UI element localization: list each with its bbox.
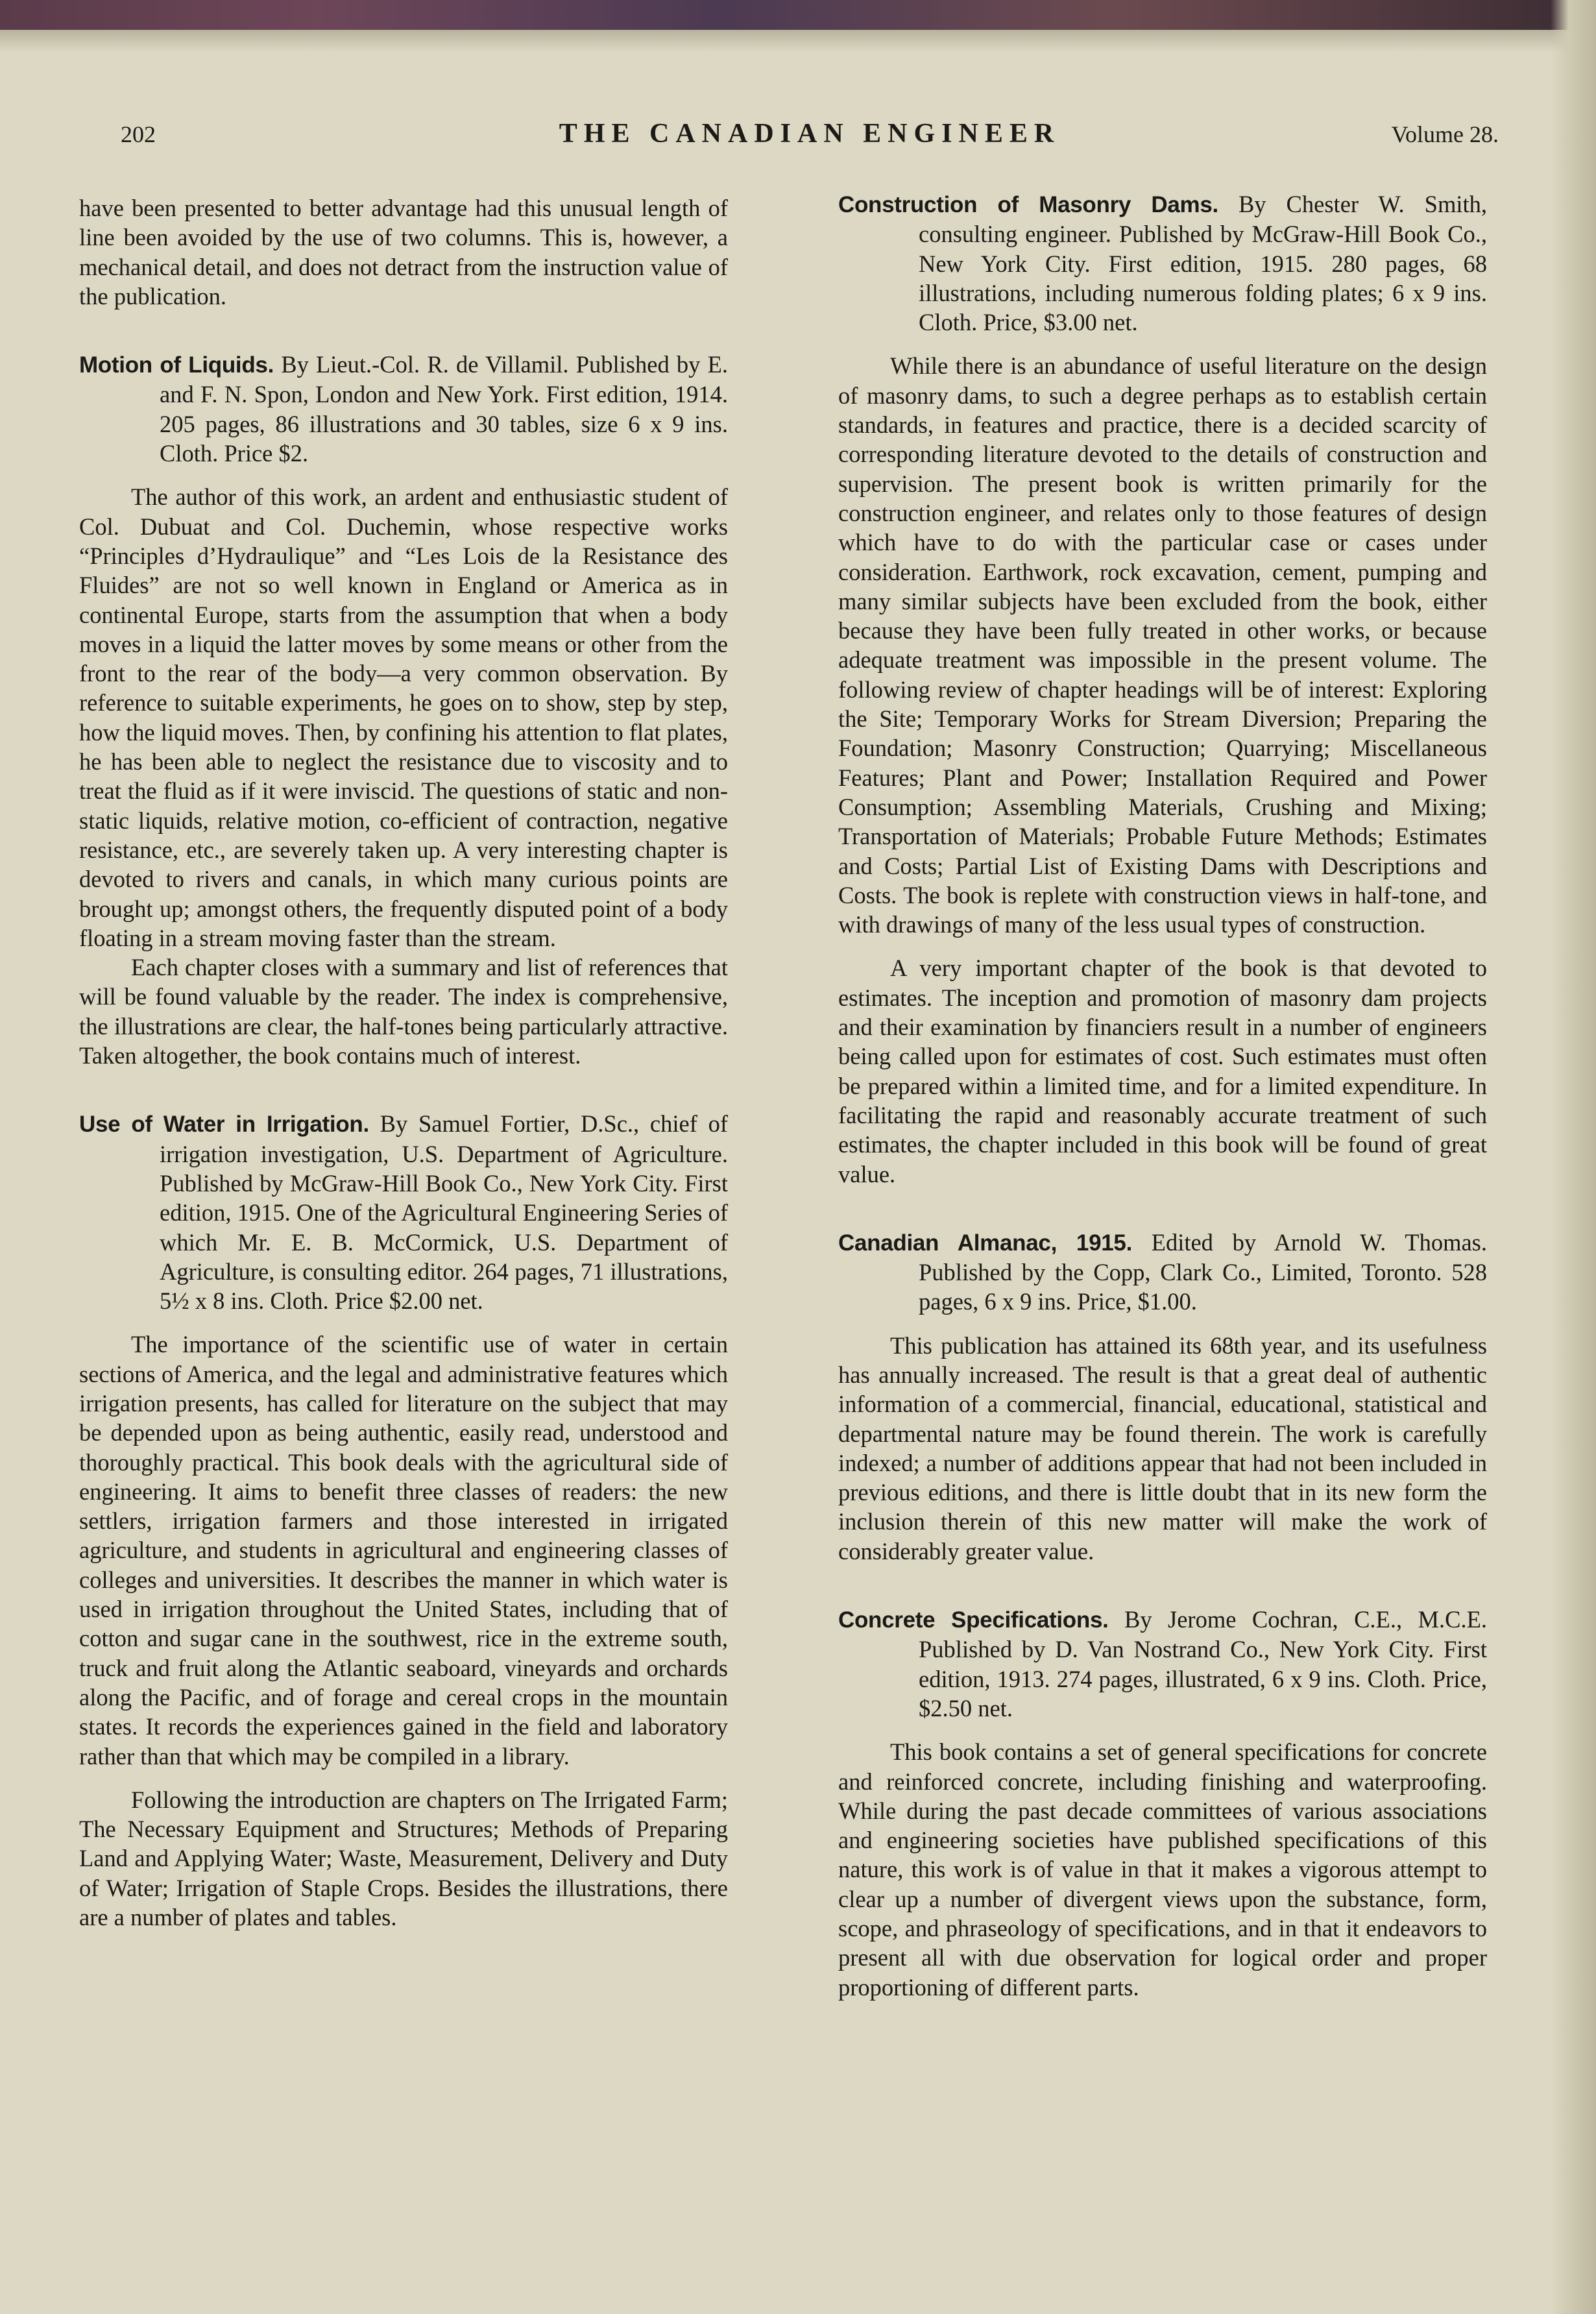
book-citation: By Lieut.-Col. R. de Villamil. Published by E. and F. N. Spon, London and New York. First edition, 1914. 205 pages, 86 illustrations and 30 tables, size 6 x 9 ins. Cloth. Price $2. bbox=[160, 351, 728, 467]
intro-paragraph: have been presented to better advantage had this unusual length of line been avoided by the use of two columns. This is, however, a mechanical detail, and does not detract from the instruction value of the publication. bbox=[79, 195, 728, 310]
page-number: 202 bbox=[121, 121, 156, 147]
review-paragraph: Each chapter closes with a summary and list of references that will be found valuable by the reader. The index is comprehensive, the illustrations are clear, the half-tones being particularly attractive. Taken altogether, the book contains much of interest. bbox=[79, 954, 728, 1069]
review-heading bbox=[838, 1605, 1487, 1723]
journal-title: THE CANADIAN ENGINEER bbox=[559, 119, 1061, 149]
review-paragraph: Following the introduction are chapters on The Irrigated Farm; The Necessary Equipment and Structures; Methods of Preparing Land and Applying Water; Waste, Measurement, Delivery and Duty of Water; Irrigation of Staple Crops. Besides the illustrations, there are a number of plates and tables. bbox=[79, 1786, 728, 1931]
book-title: Concrete Specifications. bbox=[838, 1607, 1109, 1633]
review-paragraph: A very important chapter of the book is that devoted to estimates. The inception and promotion of masonry dam projects and their examination by financiers result in a number of engineers being called upon for estimates of cost. Such estimates must often be prepared within a limited time, and for a limited expenditure. In facilitating the rapid and reasonably accurate treatment of such estimates, the chapter included in this book will be found of great value. bbox=[838, 955, 1487, 1187]
review-paragraph: The author of this work, an ardent and enthusiastic student of Col. Dubuat and Col. Duchemin, whose respective works “Principles d’Hydraulique” and “Les Lois de la Resistance des Fluides” are not so well known in England or America as in continental Europe, starts from the assumption that when a body moves in a liquid the latter moves by some means or other from the front to the rear of the body—a very common observation. By reference to suitable experiments, he goes on to show, step by step, how the liquid moves. Then, by confining his attention to flat plates, he has been able to neglect the resistance due to viscosity and to treat the fluid as if it were inviscid. The questions of static and non-static liquids, relative motion, co-efficient of contraction, negative resistance, etc., are severely taken up. A very interesting chapter is devoted to rivers and canals, in which many curious points are brought up; amongst others, the frequently disputed point of a body floating in a stream moving faster than the stream. bbox=[79, 483, 728, 951]
page-shadow bbox=[0, 30, 1596, 52]
review-heading bbox=[79, 1109, 728, 1315]
review-concrete-specifications bbox=[838, 1605, 1487, 2002]
book-title: Construction of Masonry Dams. bbox=[838, 192, 1218, 217]
review-heading bbox=[838, 189, 1487, 337]
book-citation: Edited by Arnold W. Thomas. Published by the Copp, Clark Co., Limited, Toronto. 528 pages, 6 x 9 ins. Price, $1.00. bbox=[919, 1228, 1487, 1315]
review-heading bbox=[79, 350, 728, 468]
review-paragraph: While there is an abundance of useful literature on the design of masonry dams, to such a degree perhaps as to establish certain standards, in features and practice, there is a decided scarcity of corresponding literature devoted to the details of construction and supervision. The present book is written primarily for the construction engineer, and relates only to those features of design which have to do with the particular case or cases under consideration. Earthwork, rock excavation, cement, pumping and many similar subjects have been excluded from the book, either because they have been fully treated in other works, or because adequate treatment was impossible in the present volume. The following review of chapter headings will be of interest: Exploring the Site; Temporary Works for Stream Diversion; Preparing the Foundation; Masonry Construction; Quarrying; Miscellaneous Features; Plant and Power; Installation Required and Power Consumption; Assembling Materials, Crushing and Mixing; Transportation of Materials; Probable Future Methods; Estimates and Costs; Partial List of Existing Dams with Descriptions and Costs. The book is replete with construction views in half-tone, and with drawings of many of the less usual types of construction. bbox=[838, 352, 1487, 938]
review-use-of-water-in-irrigation bbox=[79, 1109, 728, 1932]
page-header bbox=[121, 121, 1499, 160]
book-cover-edge bbox=[0, 0, 1596, 30]
book-title: Motion of Liquids. bbox=[79, 352, 274, 378]
review-motion-of-liquids bbox=[79, 350, 728, 1070]
book-title: Use of Water in Irrigation. bbox=[79, 1112, 369, 1138]
review-construction-of-masonry-dams bbox=[838, 189, 1487, 1189]
book-citation: By Samuel Fortier, D.Sc., chief of irrigation investigation, U.S. Department of Agriculture. Published by McGraw-Hill Book Co., New York City. First edition, 1915. One of the Agricultural Engineering Series of which Mr. E. B. McCormick, U.S. Department of Agriculture, is consulting editor. 264 pages, 71 illustrations, 5½ x 8 ins. Cloth. Price $2.00 net. bbox=[160, 1110, 728, 1315]
left-column bbox=[79, 193, 728, 1932]
review-canadian-almanac bbox=[838, 1228, 1487, 1566]
review-paragraph: This publication has attained its 68th year, and its usefulness has annually increased. The result is that a great deal of authentic information of a commercial, financial, educational, statistical and departmental nature may be found therein. The work is carefully indexed; a number of additions appear that had not been included in previous editions, and there is little doubt that in its new form the inclusion therein of this new matter will make the work of considerably greater value. bbox=[838, 1332, 1487, 1565]
review-heading bbox=[838, 1228, 1487, 1317]
review-paragraph: This book contains a set of general specifications for concrete and reinforced concrete, including finishing and waterproofing. While during the past decade committees of various associations and engineering societies have published specifications of this nature, this work is of value in that it makes a vigorous attempt to clear up a number of divergent views upon the substance, form, scope, and phraseology of specifications, and in that it endeavors to present all with due observation for logical order and proper proportioning of different parts. bbox=[838, 1738, 1487, 2001]
book-title: Canadian Almanac, 1915. bbox=[838, 1230, 1133, 1256]
book-citation: By Jerome Cochran, C.E., M.C.E. Published by D. Van Nostrand Co., New York City. First edition, 1913. 274 pages, illustrated, 6 x 9 ins. Cloth. Price, $2.50 net. bbox=[919, 1606, 1487, 1722]
page-binding-edge bbox=[1551, 0, 1596, 2314]
review-paragraph: The importance of the scientific use of water in certain sections of America, and the legal and administrative features which irrigation presents, has called for literature on the subject that may be depended upon as being authentic, easily read, understood and thoroughly practical. This book deals with the agricultural side of engineering. It aims to benefit three classes of readers: the new settlers, irrigation farmers and those interested in irrigated agriculture, and students in agricultural and engineering classes of colleges and universities. It describes the manner in which water is used in irrigation throughout the United States, including that of cotton and sugar cane in the southwest, rice in the extreme south, truck and fruit along the Atlantic seaboard, vineyards and orchards along the Pacific, and of forage and cereal crops in the mountain states. It records the experiences gained in the field and laboratory rather than that which may be compiled in a library. bbox=[79, 1331, 728, 1770]
volume-label: Volume 28. bbox=[1391, 121, 1499, 147]
book-citation: By Chester W. Smith, consulting engineer. Published by McGraw-Hill Book Co., New York City. First edition, 1915. 280 pages, 68 illustrations, including numerous folding plates; 6 x 9 ins. Cloth. Price, $3.00 net. bbox=[919, 191, 1487, 336]
right-column bbox=[838, 189, 1487, 2002]
